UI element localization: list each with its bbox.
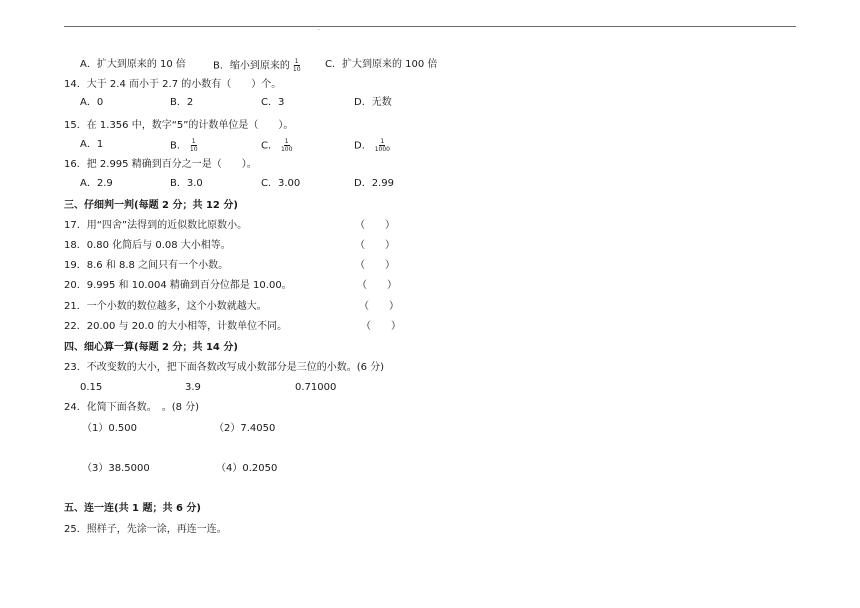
q23-value: 0.71000 (295, 382, 337, 393)
section-4-title: 四、细心算一算(每题 2 分；共 14 分) (64, 342, 238, 353)
header-mark: · (318, 27, 320, 34)
q14-option-d: D．无数 (354, 97, 392, 108)
q13-option-c: C．扩大到原来的 100 倍 (325, 59, 438, 70)
q14-option-c: C．3 (261, 97, 285, 108)
q13-option-a: A．扩大到原来的 10 倍 (80, 59, 186, 70)
q15-stem: 15．在 1.356 中，数字“5”的计数单位是（ ）。 (64, 120, 294, 131)
q24-item: （3）38.5000 (82, 463, 150, 474)
q24-stem: 24．化简下面各数。 。(8 分) (64, 402, 200, 413)
section-5-title: 五、连一连(共 1 题；共 6 分) (64, 503, 201, 514)
q23-value: 3.9 (185, 382, 201, 393)
q16-option-d: D．2.99 (354, 178, 394, 189)
section-3-title: 三、仔细判一判(每题 2 分；共 12 分) (64, 200, 238, 211)
judge-answer-bracket: （ ） (355, 260, 395, 271)
fraction: $\frac{1}{1000}$ (374, 138, 390, 153)
q15-option-a: A．1 (80, 139, 104, 150)
judge-answer-bracket: （ ） (357, 280, 397, 291)
judge-item-text: 19．8.6 和 8.8 之间只有一个小数。 (64, 260, 229, 271)
fraction: $\frac{1}{10}$ (189, 138, 198, 153)
judge-item-text: 22．20.00 与 20.0 的大小相等，计数单位不同。 (64, 321, 288, 332)
q14-option-a: A．0 (80, 97, 104, 108)
q23-value: 0.15 (80, 382, 103, 393)
judge-answer-bracket: （ ） (361, 321, 401, 332)
q16-stem: 16．把 2.995 精确到百分之一是（ ）。 (64, 159, 257, 170)
q23-stem: 23．不改变数的大小，把下面各数改写成小数部分是三位的小数。(6 分) (64, 362, 385, 373)
judge-answer-bracket: （ ） (355, 240, 395, 251)
q24-item: （2）7.4050 (214, 423, 276, 434)
q16-option-b: B．3.0 (170, 178, 203, 189)
fraction: $\frac{1}{10}$ (292, 58, 301, 73)
q16-option-a: A．2.9 (80, 178, 113, 189)
q25-stem: 25．照样子，先涂一涂，再连一连。 (64, 524, 227, 535)
q24-item: （4）0.2050 (216, 463, 278, 474)
header-rule (64, 26, 796, 27)
judge-answer-bracket: （ ） (355, 220, 395, 231)
q15-option-c: C． $\frac{1}{100}$ (261, 138, 293, 153)
judge-item-text: 17．用“四舍”法得到的近似数比原数小。 (64, 220, 248, 231)
judge-answer-bracket: （ ） (359, 301, 399, 312)
q15-option-b: B． $\frac{1}{10}$ (170, 138, 198, 153)
q14-option-b: B．2 (170, 97, 194, 108)
judge-item-text: 20．9.995 和 10.004 精确到百分位都是 10.00。 (64, 280, 292, 291)
q13-option-b-text: B．缩小到原来的 (213, 60, 290, 72)
q14-stem: 14．大于 2.4 而小于 2.7 的小数有（ ）个。 (64, 79, 282, 90)
fraction: $\frac{1}{100}$ (280, 138, 293, 153)
judge-item-text: 18．0.80 化简后与 0.08 大小相等。 (64, 240, 231, 251)
q13-option-b (213, 58, 302, 74)
q24-item: （1）0.500 (82, 423, 137, 434)
q15-option-d: D． $\frac{1}{1000}$ (354, 138, 390, 153)
q16-option-c: C．3.00 (261, 178, 301, 189)
judge-item-text: 21．一个小数的数位越多，这个小数就越大。 (64, 301, 267, 312)
